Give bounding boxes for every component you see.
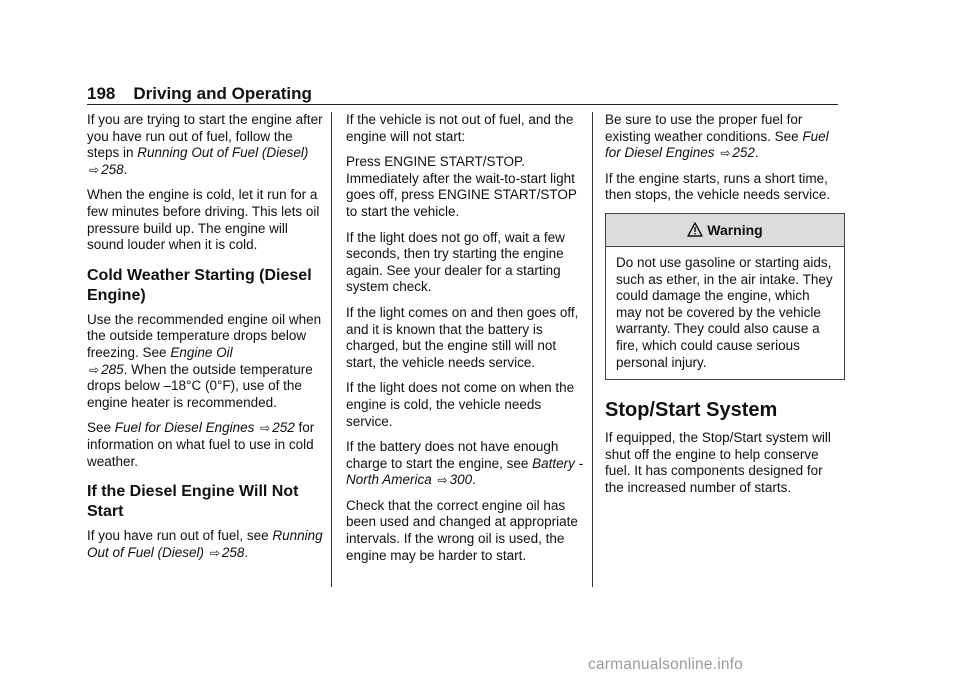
paragraph: Use the recommended engine oil when the outside temperature drops below freezing. See Engine Oil ⇨ 285. When the outside temperature drops below –18°C (0°F), use of the engine heater is recommended. <box>87 311 322 410</box>
reference-arrow-icon: ⇨ <box>209 545 220 560</box>
paragraph: If the light comes on and then goes off, and it is known that the battery is charged, but the engine still will not start, the vehicle needs service. <box>346 304 579 370</box>
paragraph: When the engine is cold, let it run for a few minutes before driving. This lets oil pressure build up. The engine will sound louder when it is cold. <box>87 187 320 253</box>
paragraph: If the light does not come on when the engine is cold, the vehicle needs service. <box>346 380 575 429</box>
page-reference[interactable]: 300 <box>449 472 473 488</box>
paragraph: See Fuel for Diesel Engines ⇨ 252 for information on what fuel to use in cold weather. <box>87 420 315 469</box>
reference-arrow-icon: ⇨ <box>720 146 731 161</box>
heading-cold-weather: Cold Weather Starting (Diesel Engine) <box>87 266 312 304</box>
warning-title: Warning <box>707 221 763 238</box>
column-divider-2 <box>592 112 593 587</box>
column-3 <box>605 112 845 506</box>
page-reference[interactable]: 285 <box>101 361 124 377</box>
page-reference[interactable]: 252 <box>272 420 295 436</box>
reference-arrow-icon: ⇨ <box>437 473 448 488</box>
warning-box <box>605 213 845 380</box>
paragraph: Be sure to use the proper fuel for existing weather conditions. See Fuel for Diesel Engines ⇨ 252. <box>605 112 829 161</box>
column-1 <box>87 112 327 570</box>
warning-header <box>606 214 844 247</box>
page-reference[interactable]: 252 <box>732 145 755 161</box>
column-2 <box>346 112 586 573</box>
paragraph: If the vehicle is not out of fuel, and the engine will not start: <box>346 112 574 144</box>
paragraph: If the engine starts, runs a short time, then stops, the vehicle needs service. <box>605 170 831 203</box>
warning-caution-icon <box>687 217 703 249</box>
cross-reference-link[interactable]: Engine Oil <box>170 344 233 360</box>
paragraph: If the battery does not have enough charge to start the engine, see Battery - North America ⇨ 300. <box>346 439 584 488</box>
page-header <box>87 84 312 104</box>
cross-reference-link[interactable]: Fuel for Diesel Engines <box>605 128 829 161</box>
paragraph: If equipped, the Stop/Start system will shut off the engine to help conserve fuel. It has components designed for the increased number of starts. <box>605 430 831 495</box>
paragraph: If you have run out of fuel, see Running Out of Fuel (Diesel) ⇨ 258. <box>87 528 323 560</box>
heading-stop-start: Stop/Start System <box>605 399 778 422</box>
cross-reference-link[interactable]: Running Out of Fuel (Diesel) <box>137 145 309 161</box>
section-title: Driving and Operating <box>133 84 312 103</box>
cross-reference-link[interactable]: Running Out of Fuel (Diesel) <box>87 528 323 560</box>
cross-reference-link[interactable]: Fuel for Diesel Engines <box>114 420 255 436</box>
reference-arrow-icon: ⇨ <box>89 162 100 177</box>
page-number: 198 <box>87 84 116 103</box>
paragraph: If you are trying to start the engine after you have run out of fuel, follow the steps in Running Out of Fuel (Diesel) ⇨ 258. <box>87 112 323 177</box>
reference-arrow-icon: ⇨ <box>260 421 271 436</box>
reference-arrow-icon: ⇨ <box>89 362 100 377</box>
heading-will-not-start: If the Diesel Engine Will Not Start <box>87 483 299 521</box>
column-divider-1 <box>331 112 332 587</box>
paragraph: If the light does not go off, wait a few seconds, then try starting the engine again. See your dealer for a starting system check. <box>346 229 565 295</box>
warning-text: Do not use gasoline or starting aids, such as ether, in the air intake. They could damage the engine, which may not be covered by the vehicle warranty. They could also cause a fire, which could cause serious personal injury. <box>616 254 833 370</box>
page-reference[interactable]: 258 <box>101 161 124 177</box>
cross-reference-link[interactable]: Battery - North America <box>346 455 584 488</box>
page-reference[interactable]: 258 <box>221 544 245 560</box>
watermark: carmanualsonline.info <box>588 656 743 673</box>
paragraph: Press ENGINE START/STOP. Immediately after the wait-to-start light goes off, press ENGINE START/STOP to start the vehicle. <box>346 154 577 219</box>
header-rule <box>87 104 838 105</box>
paragraph: Check that the correct engine oil has been used and changed at appropriate intervals. If the wrong oil is used, the engine may be harder to start. <box>346 497 578 563</box>
